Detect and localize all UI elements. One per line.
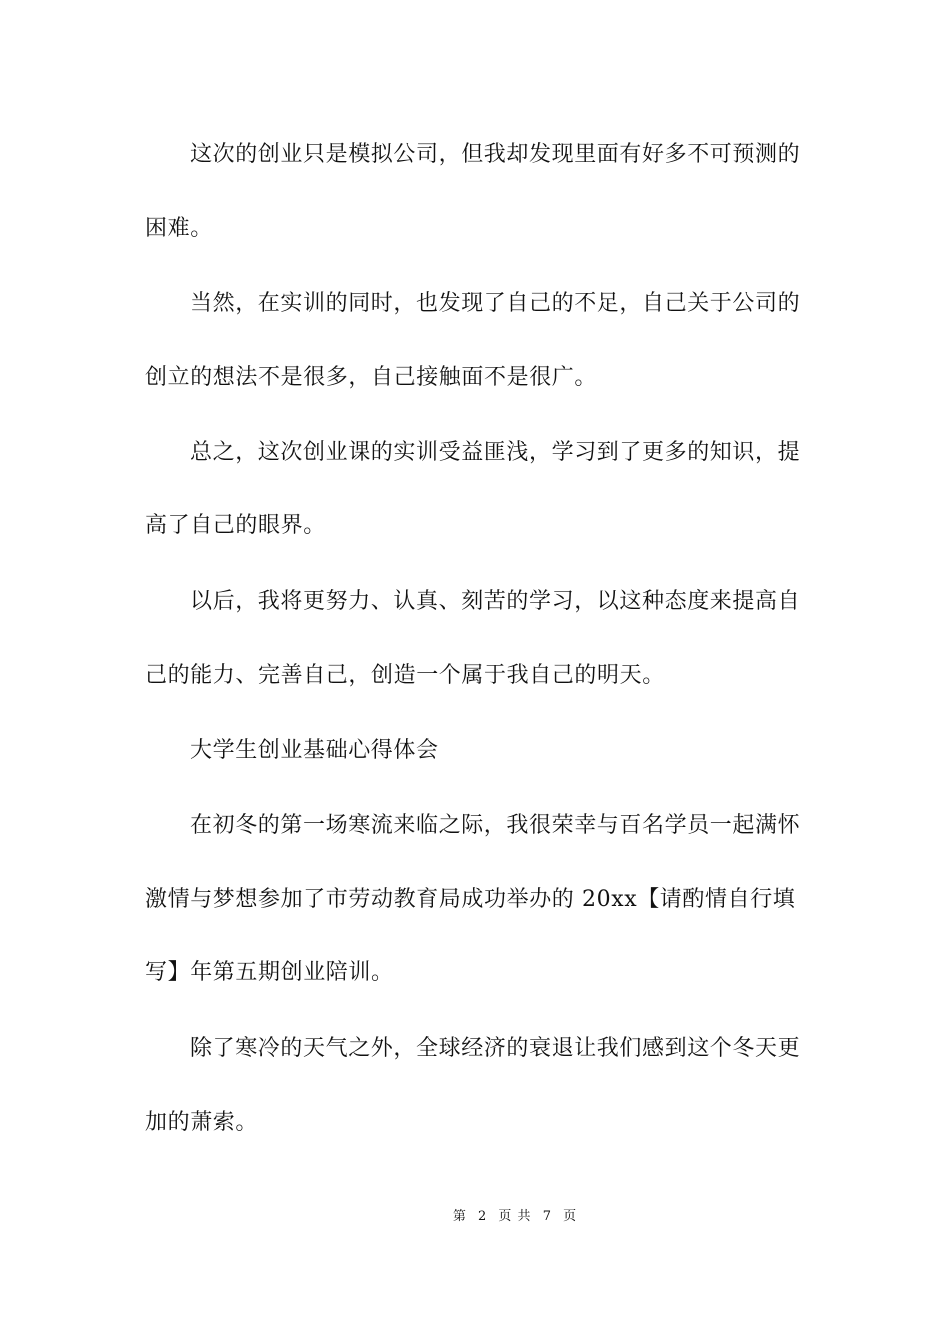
paragraph-line: 当然，在实训的同时，也发现了自己的不足，自己关于公司的 xyxy=(190,291,801,316)
section-heading: 大学生创业基础心得体会 xyxy=(190,738,439,763)
paragraph-line: 困难。 xyxy=(145,216,213,241)
paragraph-line: 以后，我将更努力、认真、刻苦的学习，以这种态度来提高自 xyxy=(190,589,801,614)
paragraph-line: 在初冬的第一场寒流来临之际，我很荣幸与百名学员一起满怀 xyxy=(190,813,801,838)
paragraph-line: 己的能力、完善自己，创造一个属于我自己的明天。 xyxy=(145,663,665,688)
footer-suffix: 页 xyxy=(563,1209,578,1224)
paragraph-line: 创立的想法不是很多，自己接触面不是很广。 xyxy=(145,365,598,390)
paragraph-line: 高了自己的眼界。 xyxy=(145,513,326,538)
footer-total-pages: 7 xyxy=(542,1209,552,1224)
footer-current-page: 2 xyxy=(478,1209,488,1224)
paragraph-line: 总之，这次创业课的实训受益匪浅，学习到了更多的知识，提 xyxy=(190,440,801,465)
page-footer xyxy=(0,1208,950,1226)
paragraph-line: 激情与梦想参加了市劳动教育局成功举办的 20xx【请酌情自行填 xyxy=(145,887,796,912)
paragraph-line: 这次的创业只是模拟公司，但我却发现里面有好多不可预测的 xyxy=(190,142,801,167)
paragraph-line: 加的萧索。 xyxy=(145,1110,259,1135)
paragraph-line: 除了寒冷的天气之外，全球经济的衰退让我们感到这个冬天更 xyxy=(190,1036,801,1061)
paragraph-line: 写】年第五期创业陪训。 xyxy=(145,960,394,985)
footer-prefix: 第 xyxy=(452,1209,467,1224)
footer-mid: 页 共 xyxy=(498,1209,532,1224)
